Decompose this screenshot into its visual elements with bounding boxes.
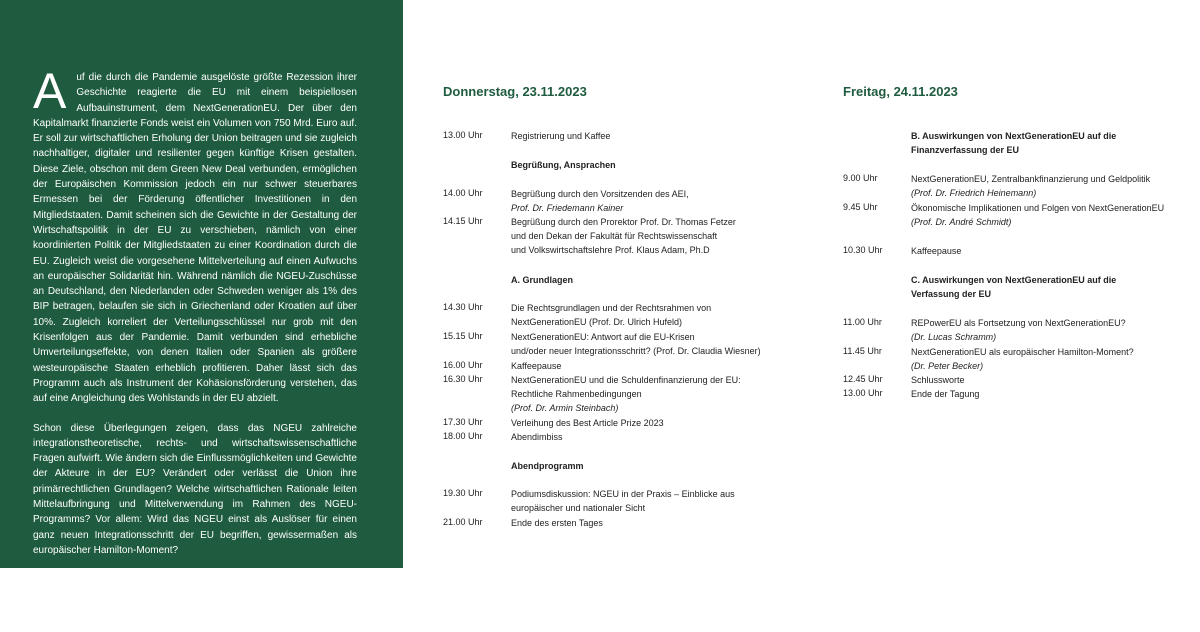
schedule-time: 11.00 Uhr [843,317,882,327]
friday-schedule [843,0,1200,568]
schedule-speaker: (Prof. Dr. Armin Steinbach) [511,403,619,413]
intro-panel [0,0,403,616]
schedule-item [911,345,1134,373]
schedule-time: 12.45 Uhr [843,374,883,384]
schedule-item [511,359,561,373]
schedule-time: 19.30 Uhr [443,488,483,498]
schedule-item [511,487,735,515]
schedule-item [511,187,689,215]
schedule-line: Kaffeepause [911,246,962,256]
schedule-line: und Volkswirtschaftslehre Prof. Klaus Adam, Ph.D [511,245,710,255]
schedule-item [911,316,1126,344]
schedule-line: Ökonomische Implikationen und Folgen von NextGenerationEU [911,203,1165,213]
program-panel [403,0,1200,568]
schedule-time: 14.15 Uhr [443,216,483,226]
schedule-line: REPowerEU als Fortsetzung von NextGenerationEU? [911,318,1126,328]
schedule-line: Abendprogramm [511,461,584,471]
schedule-speaker: (Prof. Dr. André Schmidt) [911,217,1012,227]
schedule-time: 9.45 Uhr [843,202,878,212]
schedule-item [511,373,741,415]
schedule-line: NextGenerationEU (Prof. Dr. Ulrich Hufeld) [511,317,683,327]
schedule-item [511,129,610,143]
schedule-line: Verfassung der EU [911,289,992,299]
schedule-line: und den Dekan der Fakultät für Rechtswissenschaft [511,231,718,241]
schedule-item [911,373,965,387]
schedule-time: 10.30 Uhr [843,245,883,255]
schedule-item [511,215,736,257]
schedule-speaker: (Dr. Lucas Schramm) [911,332,997,342]
schedule-line: NextGenerationEU und die Schuldenfinanzierung der EU: [511,375,741,385]
schedule-line: NextGenerationEU: Antwort auf die EU-Krisen [511,332,695,342]
schedule-time: 14.00 Uhr [443,188,483,198]
schedule-line: und/oder neuer Integrationsschritt? (Prof. Dr. Claudia Wiesner) [511,346,761,356]
schedule-item [511,430,563,444]
schedule-line: Begrüßung, Ansprachen [511,160,616,170]
schedule-time: 17.30 Uhr [443,417,483,427]
intro-paragraph-1: A uf die durch die Pandemie ausgelöste größte Rezession ihrer Geschichte reagierte die EU mit einem beispiellosen Aufbauinstrument, dem NextGenerationEU. Der über den Kapitalmarkt finanzierte Fonds weist ein Volumen von 750 Mrd. Euro auf. Er soll zur wirtschaftlichen Erholung der Union beitragen und sie zugleich nachhaltiger, digitaler und resilienter gegen künftige Krisen gestalten. Diese Ziele, obschon mit dem Green New Deal verbunden, ermöglichen der Europäischen Kommission jedoch ein nur schwer steuerbares Ermessen bei der Förderung öffentlicher Investitionen in den Mitgliedstaaten. Damit scheinen sich die Gewichte in der Gestaltung der Wirtschaftspolitik in der EU zu verschieben, nämlich von einer koordinierten Politik der Mitgliedstaaten zu einer Koordination durch die EU. Zugleich weist die vorgesehene Mittelverteilung auf einen Aufwuchs an europäischer Solidarität hin. Während nämlich die NGEU-Zuschüsse an Deutschland, den Niederlanden oder Schweden weniger als 1% des BIP betragen, belaufen sie sich in Griechenland oder Kroatien auf über 10%. Zugleich korreliert der Verteilungsschlüssel nur grob mit den Krisenfolgen aus der Pandemie. Damit verbunden sind erhebliche Umverteilungseffekte, von denen Italien oder Spanien als größere westeuropäische Staaten erheblich profitieren. Daher lässt sich das Programm auch als Instrument der Kohäsionsförderung verstehen, das auf eine Angleichung des Wohlstands in der EU abzielt. [33,63,357,405]
schedule-item [911,387,979,401]
schedule-item [911,201,1164,229]
friday-title: Freitag, 24.11.2023 [843,84,958,99]
schedule-item [511,330,761,358]
schedule-line: Ende der Tagung [911,389,980,399]
schedule-item [911,244,961,258]
schedule-line: A. Grundlagen [511,275,574,285]
schedule-line: Abendimbiss [511,432,563,442]
schedule-section-heading [511,273,573,287]
drop-cap: A [33,63,67,119]
schedule-time: 15.15 Uhr [443,331,483,341]
schedule-line: NextGenerationEU, Zentralbankfinanzierung und Geldpolitik [911,174,1151,184]
schedule-time: 16.30 Uhr [443,374,483,384]
schedule-line: Registrierung und Kaffee [511,131,611,141]
schedule-time: 9.00 Uhr [843,173,878,183]
schedule-speaker: (Prof. Dr. Friedrich Heinemann) [911,188,1037,198]
schedule-line: europäischer und nationaler Sicht [511,503,646,513]
schedule-line: Kaffeepause [511,361,562,371]
schedule-line: Ende des ersten Tages [511,518,603,528]
schedule-time: 16.00 Uhr [443,360,483,370]
intro-paragraph-3: Die diesjährige Jahrestagung des AEI greift diese und weitere Fragen auf und leistet einen wichtigen Debattenbeitrag zur richtigen Gestaltung und Feinjustierung der europäischen Integration in der Zukunft. [33,574,357,616]
schedule-section-heading [511,459,584,473]
schedule-line: Podiumsdiskussion: NGEU in der Praxis – Einblicke aus [511,489,735,499]
schedule-section-heading [911,273,1116,301]
schedule-section-heading [911,129,1116,157]
schedule-time: 13.00 Uhr [443,130,483,140]
schedule-section-heading [511,158,616,172]
thursday-title: Donnerstag, 23.11.2023 [443,84,587,99]
schedule-line: Verleihung des Best Article Prize 2023 [511,418,664,428]
schedule-line: Begrüßung durch den Prorektor Prof. Dr. Thomas Fetzer [511,217,736,227]
schedule-item [911,172,1150,200]
schedule-time: 18.00 Uhr [443,431,483,441]
schedule-line: B. Auswirkungen von NextGenerationEU auf die [911,131,1117,141]
schedule-time: 13.00 Uhr [843,388,883,398]
schedule-line: C. Auswirkungen von NextGenerationEU auf die [911,275,1117,285]
schedule-line: Finanzverfassung der EU [911,145,1020,155]
schedule-time: 14.30 Uhr [443,302,483,312]
schedule-line: Rechtliche Rahmenbedingungen [511,389,642,399]
schedule-line: NextGenerationEU als europäischer Hamilton-Moment? [911,347,1134,357]
intro-text [33,63,357,632]
schedule-line: Schlussworte [911,375,965,385]
schedule-item [511,516,603,530]
schedule-item [511,301,711,329]
schedule-time: 21.00 Uhr [443,517,483,527]
schedule-speaker: (Dr. Peter Becker) [911,361,984,371]
schedule-time: 11.45 Uhr [843,346,882,356]
schedule-line: Die Rechtsgrundlagen und der Rechtsrahmen von [511,303,712,313]
schedule-line: Begrüßung durch den Vorsitzenden des AEI, [511,189,689,199]
thursday-schedule [443,0,823,568]
schedule-speaker: Prof. Dr. Friedemann Kainer [511,203,624,213]
schedule-item [511,416,664,430]
intro-paragraph-2: Schon diese Überlegungen zeigen, dass das NGEU zahlreiche integrationstheoretische, rechts- und wirtschaftswissenschaftliche Fragen aufwirft. Wie ändern sich die Einflussmöglichkeiten und Gewichte der Akteure in der EU? Verändert oder verlässt die Union ihre primärrechtlichen Grundlagen? Welche wirtschaftlichen Rationale leiten Mittelaufbringung und Mittelverwendung im Rahmen des NGEU-Programms? Vor allem: Wird das NGEU einst als Auslöser für einen ganz neuen Integrationsschritt der EU begriffen, gewissermaßen als europäischer Hamilton-Moment? [33,422,357,556]
